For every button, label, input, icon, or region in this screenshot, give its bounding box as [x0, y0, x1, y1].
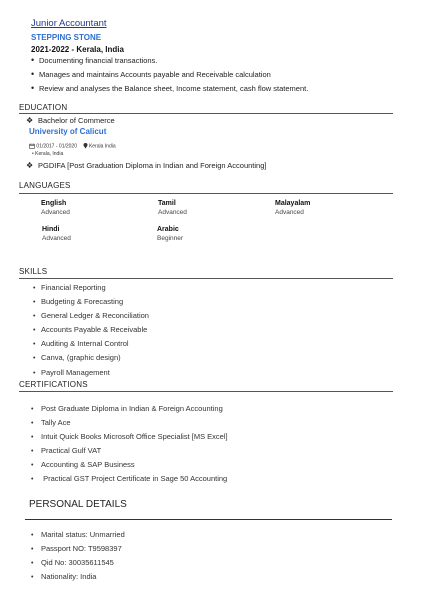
bullet-icon: • — [32, 151, 34, 157]
list-item: • General Ledger & Reconciliation — [33, 311, 149, 320]
bullet-icon: • — [33, 313, 36, 320]
list-item: • Practical GST Project Certificate in Sage 50 Accounting — [31, 474, 228, 483]
bullet-icon: • — [31, 462, 34, 469]
bullet-icon: • — [31, 546, 34, 553]
section-divider — [19, 391, 393, 392]
language-name: Malayalam — [275, 200, 311, 207]
bullet-icon: • — [31, 560, 34, 567]
language-level: Beginner — [157, 235, 184, 242]
bullet-icon: • — [31, 55, 35, 65]
bullet-icon: • — [31, 69, 35, 79]
list-item: • Accounts Payable & Receivable — [33, 325, 148, 334]
list-item: • Auditing & Internal Control — [33, 339, 129, 348]
education-heading: EDUCATION — [19, 103, 68, 112]
bullet-icon: • — [33, 285, 36, 292]
language-name: Hindi — [42, 226, 60, 233]
language-level: Advanced — [41, 209, 70, 216]
list-item: • Accounting & SAP Business — [31, 460, 135, 469]
bullet-icon: • — [33, 355, 36, 362]
personal-details-heading: PERSONAL DETAILS — [29, 499, 127, 510]
bullet-icon: • — [31, 406, 34, 413]
bullet-icon: • — [31, 476, 34, 483]
language-name: English — [41, 200, 67, 207]
list-item: • Review and analyses the Balance sheet, Income statement, cash flow statement. — [31, 83, 309, 93]
education-dates: 01/2017 - 01/2020 Kerala India — [29, 143, 116, 149]
language-level: Advanced — [158, 209, 187, 216]
education-item: ❖ Bachelor of Commerce — [26, 116, 115, 125]
list-item: • Manages and maintains Accounts payable and Receivable calculation — [31, 69, 271, 79]
bullet-icon: • — [31, 532, 34, 539]
language-name: Arabic — [157, 226, 179, 233]
section-divider — [25, 519, 392, 520]
list-item: • Payroll Management — [33, 368, 110, 377]
calendar-icon — [29, 143, 35, 149]
list-item: • Qid No: 30035611545 — [31, 558, 114, 567]
section-divider — [19, 113, 393, 114]
location-pin-icon — [83, 143, 88, 149]
job-title: Junior Accountant — [31, 18, 107, 29]
bullet-icon: • — [31, 83, 35, 93]
list-item: • Canva, (graphic design) — [33, 353, 121, 362]
list-item: • Nationality: India — [31, 572, 97, 581]
list-item: • Post Graduate Diploma in Indian & Foreign Accounting — [31, 404, 223, 413]
list-item: • Marital status: Unmarried — [31, 530, 125, 539]
bullet-icon: • — [31, 420, 34, 427]
list-item: • Tally Ace — [31, 418, 71, 427]
list-item: • Passport NO: T9598397 — [31, 544, 122, 553]
language-level: Advanced — [42, 235, 71, 242]
list-item: • Financial Reporting — [33, 283, 106, 292]
bullet-icon: • — [33, 370, 36, 377]
bullet-icon: • — [31, 574, 34, 581]
languages-heading: LANGUAGES — [19, 181, 71, 190]
language-level: Advanced — [275, 209, 304, 216]
list-item: • Budgeting & Forecasting — [33, 297, 124, 306]
diamond-bullet-icon: ❖ — [26, 116, 34, 125]
bullet-icon: • — [33, 299, 36, 306]
university-name: University of Calicut — [29, 127, 107, 136]
bullet-icon: • — [31, 434, 34, 441]
list-item: • Intuit Quick Books Microsoft Office Specialist [MS Excel] — [31, 432, 228, 441]
skills-heading: SKILLS — [19, 267, 48, 276]
list-item: • Practical Gulf VAT — [31, 446, 102, 455]
bullet-icon: • — [33, 327, 36, 334]
education-location: • Kerala, India — [32, 151, 64, 157]
bullet-icon: • — [31, 448, 34, 455]
list-item: • Documenting financial transactions. — [31, 55, 158, 65]
section-divider — [19, 278, 393, 279]
certifications-heading: CERTIFICATIONS — [19, 380, 88, 389]
company-name: STEPPING STONE — [31, 33, 102, 42]
language-name: Tamil — [158, 200, 176, 207]
education-item: ❖ PGDIFA [Post Graduation Diploma in Indian and Foreign Accounting] — [26, 161, 267, 170]
bullet-icon: • — [33, 341, 36, 348]
job-period: 2021-2022 - Kerala, India — [31, 45, 124, 54]
section-divider — [19, 193, 393, 194]
diamond-bullet-icon: ❖ — [26, 161, 34, 170]
